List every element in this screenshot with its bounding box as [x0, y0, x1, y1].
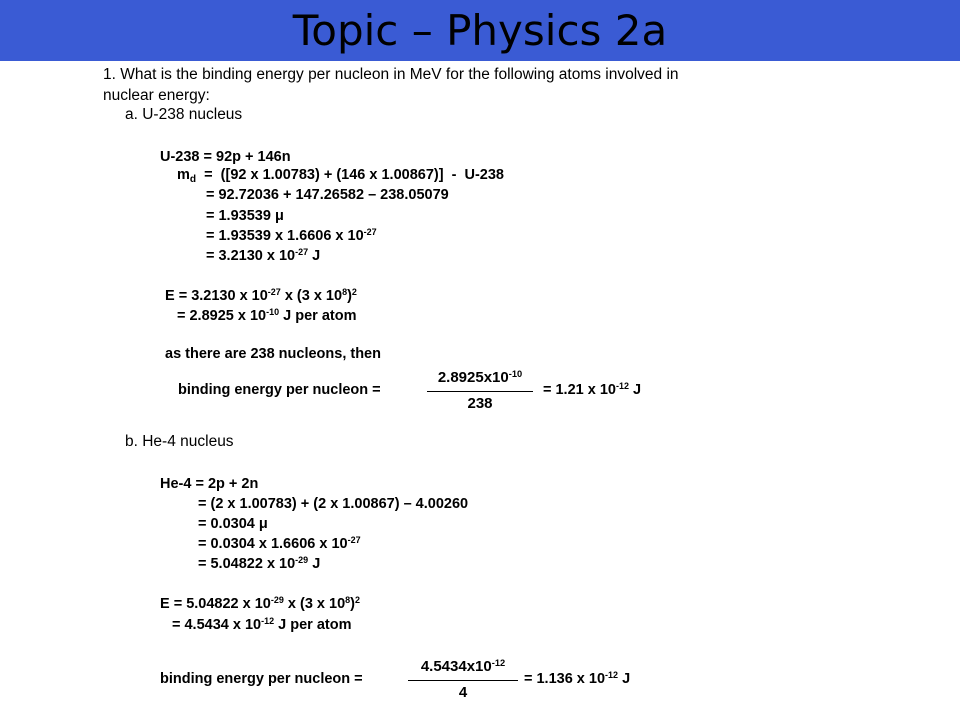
part-a-eq6: = 3.2130 x $10^{-27}$ J: [206, 247, 321, 264]
part-b-fraction: [408, 658, 518, 702]
part-a-result: = 1.21 x $10^{-12}$ J: [543, 381, 642, 398]
part-b-label: b. He-4 nucleus: [125, 433, 234, 450]
part-b-result: = 1.136 x $10^{-12}$ J: [524, 670, 631, 687]
part-b-eq3: = 0.0304 μ: [198, 516, 268, 532]
part-b-energy-2: = 4.5434 x $10^{-12}$ J per atom: [172, 616, 352, 633]
part-a-fraction-bar: [427, 391, 533, 392]
part-b-eq1: He-4 = 2p + 2n: [160, 476, 259, 492]
part-b-energy-1: E = 5.04822 x $10^{-29}$ x (3 x $10^8)^2$: [160, 595, 360, 612]
part-b-bepn-label: binding energy per nucleon =: [160, 671, 363, 687]
part-b-eq4: = 0.0304 x 1.6606 x $10^{-27}$: [198, 535, 361, 552]
part-b-eq2: = (2 x 1.00783) + (2 x 1.00867) – 4.00260: [198, 496, 469, 512]
part-b-fraction-denominator: 4: [458, 684, 468, 701]
part-a-energy-2: = 2.8925 x $10^{-10}$ J per atom: [177, 307, 357, 324]
question-line-2: nuclear energy:: [103, 87, 210, 104]
part-a-bepn-label: binding energy per nucleon =: [178, 382, 381, 398]
part-a-fraction-denominator: 238: [467, 395, 493, 412]
part-b-fraction-bar: [408, 680, 518, 681]
part-a-label: a. U-238 nucleus: [125, 106, 243, 123]
part-a-energy-1: E = 3.2130 x $10^{-27}$ x (3 x $10^8)^2$: [165, 287, 357, 304]
part-a-eq4: = 1.93539 μ: [206, 208, 284, 224]
part-a-eq5: = 1.93539 x 1.6606 x $10^{-27}$: [206, 227, 377, 244]
part-a-fraction: [427, 369, 533, 413]
part-a-eq2: $m_d = ([92$ x 1.00783) + (146 x 1.00867)] - U-238: [177, 167, 504, 186]
page-title: Topic – Physics 2a: [292, 6, 668, 55]
question-line-1: 1. What is the binding energy per nucleon in MeV for the following atoms involved in: [103, 66, 679, 83]
part-b-fraction-numerator: $4.5434x10^{-12}$: [420, 657, 506, 675]
part-b-eq5: = 5.04822 x $10^{-29}$ J: [198, 555, 321, 572]
part-a-eq1: U-238 = 92p + 146n: [160, 149, 291, 165]
part-a-nucleons-text: as there are 238 nucleons, then: [165, 346, 381, 362]
part-a-fraction-numerator: $2.8925x10^{-10}$: [437, 368, 523, 386]
part-a-eq3: = 92.72036 + 147.26582 – 238.05079: [206, 187, 449, 203]
